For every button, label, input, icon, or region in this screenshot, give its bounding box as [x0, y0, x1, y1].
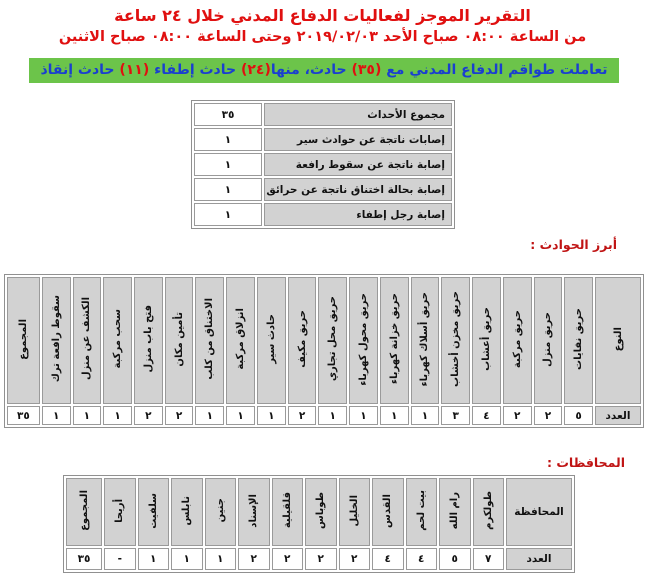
governorate-name-cell — [372, 478, 404, 546]
incident-type-label: سقوط رافعة ترك — [50, 295, 62, 383]
incident-count-cell: ١ — [257, 406, 286, 425]
incident-count-cell: ٢ — [134, 406, 163, 425]
summary-value: ١ — [194, 153, 262, 176]
governorate-count-cell: ١ — [138, 548, 170, 570]
summary-label: إصابات ناتجة عن حوادث سير — [264, 128, 452, 151]
incident-type-label: حريق محول كهرباء — [357, 292, 369, 386]
incident-count-cell: ١ — [42, 406, 71, 425]
incident-count-cell: ١ — [73, 406, 102, 425]
incident-type-cell — [380, 277, 409, 404]
incidents-count-row — [7, 406, 641, 425]
governorate-name-cell — [473, 478, 505, 546]
governorate-count-cell: ٤ — [406, 548, 438, 570]
incident-type-cell — [103, 277, 132, 404]
governorate-total-header-cell — [66, 478, 102, 546]
incident-count-cell: ١ — [411, 406, 440, 425]
incident-count-cell: ١ — [103, 406, 132, 425]
incident-type-cell — [318, 277, 347, 404]
incident-type-cell — [564, 277, 593, 404]
governorate-count-cell: ٢ — [238, 548, 270, 570]
incidents-table — [4, 274, 644, 428]
incident-type-cell — [441, 277, 470, 404]
governorate-count-cell: ٢ — [305, 548, 337, 570]
summary-row — [194, 178, 452, 201]
summary-banner — [29, 58, 619, 83]
governorate-name-cell — [439, 478, 471, 546]
incident-count-cell: ٢ — [534, 406, 563, 425]
governorates-count-row — [66, 548, 572, 570]
governorates-table — [63, 475, 575, 573]
incident-type-label: سحب مركبة — [112, 309, 124, 369]
count-header-cell: العدد — [595, 406, 641, 425]
governorate-count-cell: ٥ — [439, 548, 471, 570]
incident-count-cell: ٥ — [564, 406, 593, 425]
governorate-name: طوباس — [315, 492, 327, 529]
incident-type-cell — [73, 277, 102, 404]
incident-type-cell — [257, 277, 286, 404]
incident-type-cell — [503, 277, 532, 404]
incident-type-cell — [472, 277, 501, 404]
incident-type-label: الكشف عن منزل — [81, 297, 93, 381]
summary-row — [194, 203, 452, 226]
governorate-header-cell: المحافظة — [506, 478, 572, 546]
incident-type-cell — [226, 277, 255, 404]
governorate-count-cell: ٢ — [339, 548, 371, 570]
banner-rescue: (١١) — [119, 62, 150, 78]
governorate-count-cell: ٢ — [272, 548, 304, 570]
incident-total-header-cell — [7, 277, 40, 404]
governorate-count-cell: - — [104, 548, 136, 570]
incident-type-label: حريق مركبة — [511, 309, 523, 369]
summary-label: إصابة رجل إطفاء — [264, 203, 452, 226]
gov-count-header-cell: العدد — [506, 548, 572, 570]
incident-count-cell: ١ — [380, 406, 409, 425]
governorate-name: سلفيت — [147, 492, 159, 529]
governorate-name-cell — [339, 478, 371, 546]
incident-type-label: فتح باب منزل — [142, 305, 154, 373]
incident-type-cell — [411, 277, 440, 404]
incident-type-cell — [349, 277, 378, 404]
incident-type-cell — [165, 277, 194, 404]
summary-value: ١ — [194, 203, 262, 226]
governorates-header-row — [66, 478, 572, 546]
summary-value: ١ — [194, 178, 262, 201]
governorate-count-cell: ٧ — [473, 548, 505, 570]
type-header-cell — [595, 277, 641, 404]
incident-type-label: حريق منزل — [542, 311, 554, 367]
incident-type-label: حادث سير — [265, 314, 277, 364]
summary-row — [194, 153, 452, 176]
banner-text-4: حادث إنقاذ — [40, 62, 115, 78]
incidents-section-title: أبرز الحوادث : — [530, 237, 617, 252]
incident-type-label: حريق خزانة كهرباء — [388, 293, 400, 385]
governorate-count-cell: ١ — [171, 548, 203, 570]
incident-type-label: حريق أسلاك كهرباء — [419, 291, 431, 387]
governorate-name: الخليل — [348, 494, 360, 527]
incident-count-cell: ٤ — [472, 406, 501, 425]
governorate-name: نابلس — [181, 495, 193, 526]
governorate-name: الإسناد — [248, 493, 260, 528]
governorate-name-cell — [205, 478, 237, 546]
governorate-name: أريحا — [114, 498, 126, 523]
incident-type-label: حريق نفايات — [573, 308, 585, 370]
summary-row — [194, 128, 452, 151]
governorate-name: المجموع — [78, 490, 90, 531]
governorate-count-cell: ٤ — [372, 548, 404, 570]
incident-count-cell: ٢ — [165, 406, 194, 425]
banner-text-1: تعاملت طواقم الدفاع المدني مع — [386, 62, 608, 78]
incident-type-label: الاختناق من كلب — [204, 298, 216, 380]
report-title: التقرير الموجز لفعاليات الدفاع المدني خلال ٢٤ ساعة — [114, 6, 531, 25]
banner-fires: (٢٤) — [240, 62, 271, 78]
type-header-label: النوع — [612, 326, 624, 352]
governorate-name: رام الله — [449, 491, 461, 530]
governorate-count-cell: ١ — [205, 548, 237, 570]
incident-type-label: انزلاق مركبة — [235, 308, 247, 370]
summary-value: ٣٥ — [194, 103, 262, 126]
incident-count-cell: ٢ — [503, 406, 532, 425]
summary-label: إصابة ناتجة عن سقوط رافعة — [264, 153, 452, 176]
governorate-name: بيت لحم — [415, 490, 427, 531]
governorate-name-cell — [104, 478, 136, 546]
governorate-name: جنين — [214, 498, 226, 523]
governorates-section-title: المحافظات : — [546, 455, 625, 470]
governorate-name-cell — [238, 478, 270, 546]
summary-label: مجموع الأحداث — [264, 103, 452, 126]
incident-type-cell — [134, 277, 163, 404]
incident-count-cell: ١ — [349, 406, 378, 425]
banner-total: (٣٥) — [351, 62, 382, 78]
incident-count-cell: ٣ — [441, 406, 470, 425]
incident-type-cell — [195, 277, 224, 404]
incident-type-cell — [288, 277, 317, 404]
governorate-name: القدس — [382, 493, 394, 528]
governorate-total-cell: ٣٥ — [66, 548, 102, 570]
incident-type-cell — [42, 277, 71, 404]
summary-row — [194, 103, 452, 126]
governorate-name: طولكرم — [482, 491, 494, 530]
incident-type-cell — [534, 277, 563, 404]
incident-type-label: تأمين مكان — [173, 311, 185, 367]
governorate-name-cell — [406, 478, 438, 546]
incident-count-cell: ٢ — [288, 406, 317, 425]
incident-total-cell: ٣٥ — [7, 406, 40, 425]
governorate-name-cell — [171, 478, 203, 546]
summary-label: إصابة بحالة اختناق ناتجة عن حرائق — [264, 178, 452, 201]
incident-type-label: حريق مخزن أخشاب — [450, 291, 462, 387]
governorate-name-cell — [305, 478, 337, 546]
incident-count-cell: ١ — [226, 406, 255, 425]
summary-table — [191, 100, 455, 229]
incident-type-label: حريق محل تجاري — [327, 296, 339, 382]
incident-count-cell: ١ — [318, 406, 347, 425]
incident-type-label: المجموع — [17, 318, 29, 360]
governorate-name: قلقيلية — [281, 492, 293, 529]
summary-value: ١ — [194, 128, 262, 151]
incident-count-cell: ١ — [195, 406, 224, 425]
governorate-name-cell — [138, 478, 170, 546]
incidents-header-row — [7, 277, 641, 404]
report-period: من الساعة ٠٨:٠٠ صباح الأحد ٢٠١٩/٠٢/٠٣ وحتى الساعة ٠٨:٠٠ صباح الاثنين — [58, 29, 587, 45]
banner-text-2: حادث، منها — [270, 62, 347, 78]
incident-type-label: حريق مكيف — [296, 310, 308, 368]
banner-text-3: حادث إطفاء — [154, 62, 237, 78]
incident-type-label: حريق أعشاب — [480, 307, 492, 371]
governorate-name-cell — [272, 478, 304, 546]
